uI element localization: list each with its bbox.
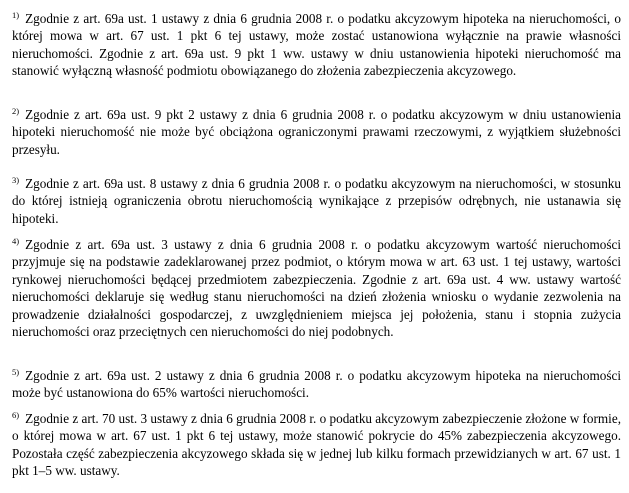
footnote-text: Zgodnie z art. 69a ust. 3 ustawy z dnia 6 grudnia 2008 r. o podatku akcyzowym wartość nieruchomości przyjmuje się na podstawie zadeklarowanej przez podmiot, o którym mowa w art. 63 ust. 1 tej ustawy, wartości rynkowej nieruchomości będącej przedmiotem zabezpieczenia. Zgodnie z art. 69a ust. 4 ww. ustawy wartość nieruchomości deklaruje się według stanu nieruchomości na dzień złożenia wniosku o wydanie zezwolenia na prowadzenie działalności gospodarczej, z uwzględnieniem miejsca jej położenia, stanu i stopnia zużycia nieruchomości oraz przeciętnych cen nieruchomości do niej podobnych. [12, 237, 621, 340]
footnote-text: Zgodnie z art. 70 ust. 3 ustawy z dnia 6 grudnia 2008 r. o podatku akcyzowym zabezpieczenie złożone w formie, o której mowa w art. 67 ust. 1 pkt 6 tej ustawy, może stanowić pokrycie do 45% zabezpieczenia akcyzowego. Pozostała część zabezpieczenia akcyzowego składa się w jednej lub kilku formach przewidzianych w art. 67 ust. 1 pkt 1–5 ww. ustawy. [12, 411, 621, 479]
footnote-marker: 4) [12, 236, 20, 246]
footnote-1 [12, 10, 621, 80]
footnote-marker: 1) [12, 10, 20, 20]
footnote-text: Zgodnie z art. 69a ust. 8 ustawy z dnia 6 grudnia 2008 r. o podatku akcyzowym na nieruchomości, w stosunku do której istnieją ograniczenia obrotu nieruchomością wynikające z przepisów odrębnych, nie ustanawia się hipoteki. [12, 176, 621, 226]
footnote-marker: 5) [12, 367, 20, 377]
footnote-5 [12, 367, 621, 402]
footnote-marker: 2) [12, 106, 20, 116]
footnote-3 [12, 175, 621, 227]
footnote-text: Zgodnie z art. 69a ust. 2 ustawy z dnia 6 grudnia 2008 r. o podatku akcyzowym hipoteka na nieruchomości może być ustanowiona do 65% wartości nieruchomości. [12, 368, 621, 401]
footnote-marker: 6) [12, 410, 20, 420]
footnote-marker: 3) [12, 175, 20, 185]
footnote-2 [12, 106, 621, 158]
footnote-text: Zgodnie z art. 69a ust. 9 pkt 2 ustawy z dnia 6 grudnia 2008 r. o podatku akcyzowym w dniu ustanowienia hipoteki nieruchomość nie może być obciążona ograniczonymi prawami rzeczowymi, z wyjątkiem służebności przesyłu. [12, 107, 621, 157]
footnote-4 [12, 236, 621, 340]
footnote-6 [12, 410, 621, 480]
footnote-text: Zgodnie z art. 69a ust. 1 ustawy z dnia 6 grudnia 2008 r. o podatku akcyzowym hipoteka na nieruchomości, o której mowa w art. 67 ust. 1 pkt 6 tej ustawy, może zostać ustanowiona wyłącznie na prawie własności nieruchomości. Zgodnie z art. 69a ust. 9 pkt 1 ww. ustawy w dniu ustanowienia hipoteki nieruchomość ma stanowić wyłączną własność podmiotu obowiązanego do złożenia zabezpieczenia akcyzowego. [12, 11, 621, 79]
